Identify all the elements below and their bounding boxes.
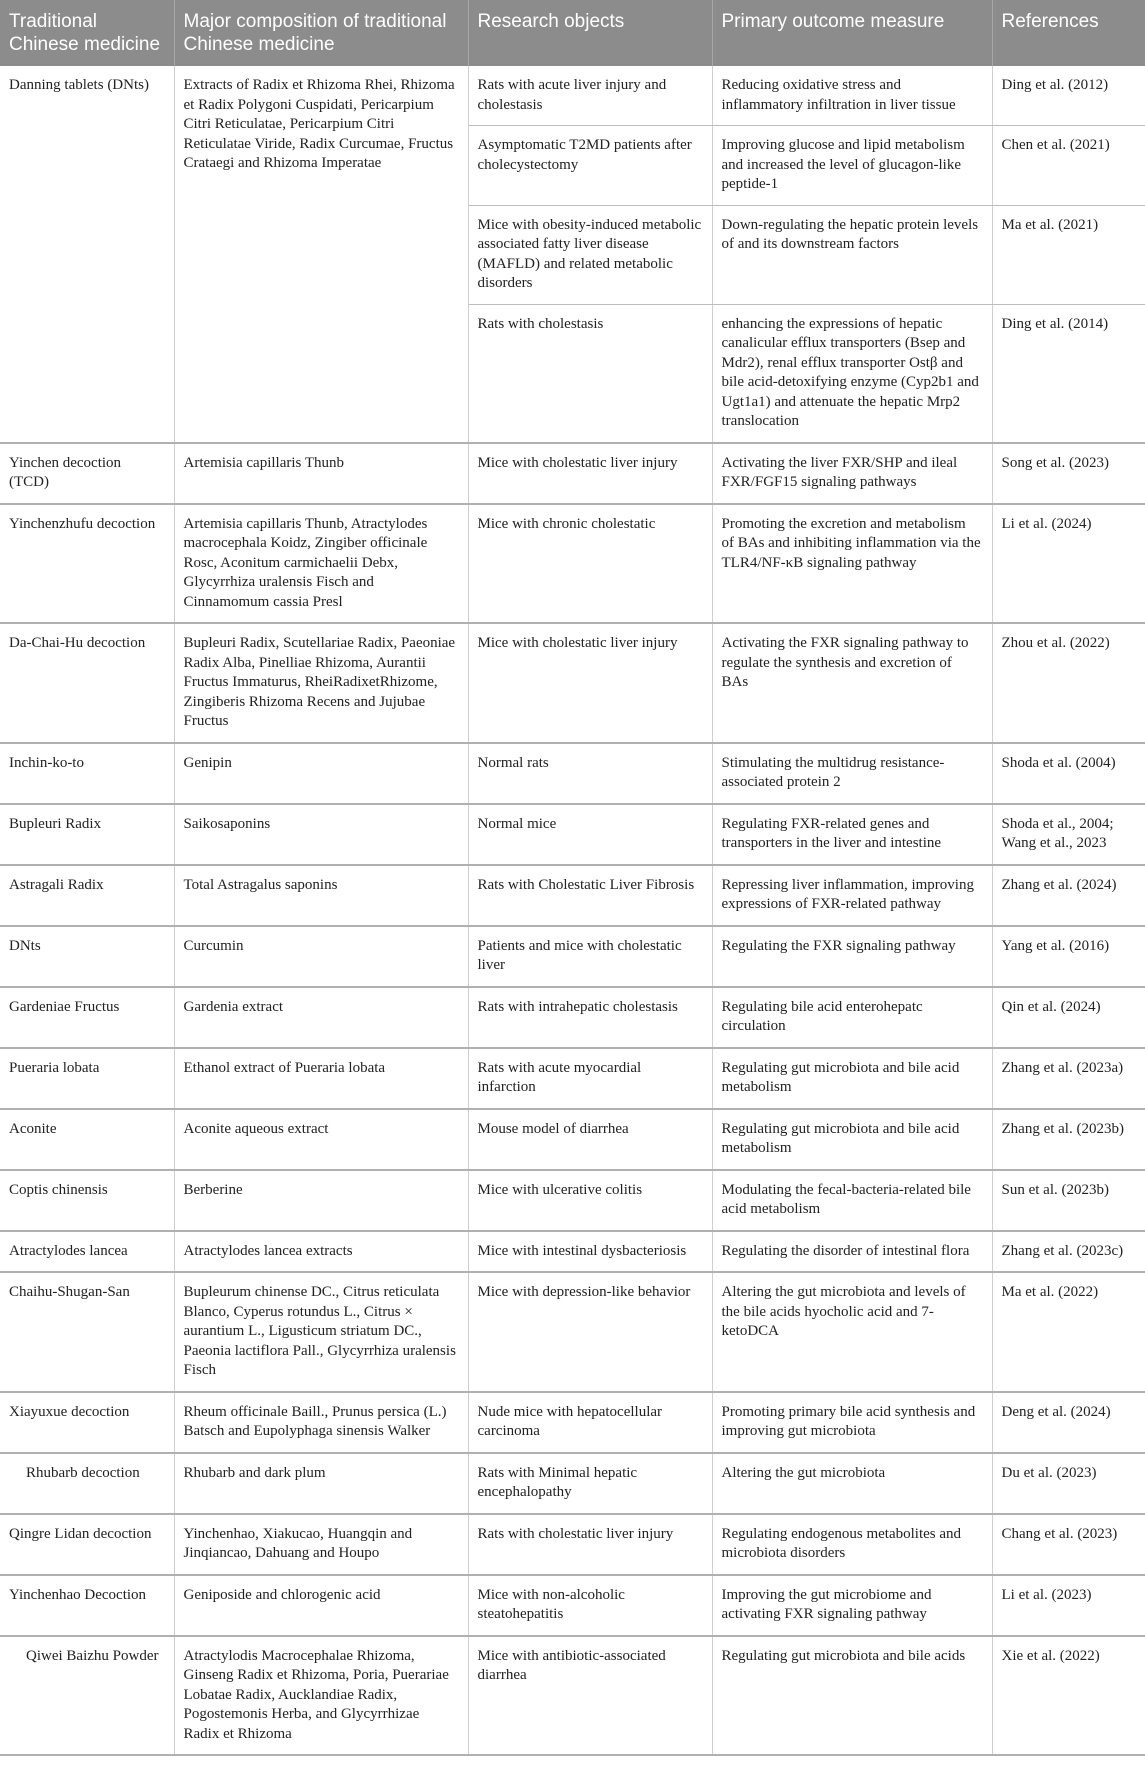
reference-cell: Zhang et al. (2023b)	[992, 1109, 1145, 1170]
outcome-cell: Regulating gut microbiota and bile acids	[712, 1636, 992, 1756]
tcm-cell: Yinchen decoction (TCD)	[0, 443, 174, 504]
outcome-cell: Promoting primary bile acid synthesis and improving gut microbiota	[712, 1392, 992, 1453]
table-row	[0, 1575, 1145, 1636]
outcome-cell: Regulating gut microbiota and bile acid metabolism	[712, 1048, 992, 1109]
reference-cell: Zhang et al. (2024)	[992, 865, 1145, 926]
reference-cell: Ding et al. (2012)	[992, 66, 1145, 126]
header-references: References	[992, 0, 1145, 66]
objects-cell: Mice with antibiotic-associated diarrhea	[468, 1636, 712, 1756]
tcm-cell: Atractylodes lancea	[0, 1231, 174, 1273]
header-tcm: Traditional Chinese medicine	[0, 0, 174, 66]
tcm-cell: Da-Chai-Hu decoction	[0, 623, 174, 743]
tcm-cell: DNts	[0, 926, 174, 987]
objects-cell: Rats with cholestasis	[468, 304, 712, 443]
outcome-cell: Improving glucose and lipid metabolism and increased the level of glucagon-like peptide-1	[712, 126, 992, 206]
composition-cell: Atractylodis Macrocephalae Rhizoma, Ginseng Radix et Rhizoma, Poria, Puerariae Lobatae Radix, Aucklandiae Radix, Pogostemonis Herba, and Glycyrrhizae Radix et Rhizoma	[174, 1636, 468, 1756]
composition-cell: Ethanol extract of Pueraria lobata	[174, 1048, 468, 1109]
objects-cell: Mice with intestinal dysbacteriosis	[468, 1231, 712, 1273]
objects-cell: Mice with cholestatic liver injury	[468, 443, 712, 504]
outcome-cell: Reducing oxidative stress and inflammatory infiltration in liver tissue	[712, 66, 992, 126]
table-row	[0, 1392, 1145, 1453]
outcome-cell: Down-regulating the hepatic protein levels of and its downstream factors	[712, 205, 992, 304]
objects-cell: Mice with depression-like behavior	[468, 1272, 712, 1392]
outcome-cell: Altering the gut microbiota	[712, 1453, 992, 1514]
reference-cell: Yang et al. (2016)	[992, 926, 1145, 987]
composition-cell: Bupleurum chinense DC., Citrus reticulata Blanco, Cyperus rotundus L., Citrus × aurantium L., Ligusticum striatum DC., Paeonia lactiflora Pall., Glycyrrhiza uralensis Fisch	[174, 1272, 468, 1392]
tcm-cell: Bupleuri Radix	[0, 804, 174, 865]
objects-cell: Mice with obesity-induced metabolic associated fatty liver disease (MAFLD) and related metabolic disorders	[468, 205, 712, 304]
reference-cell: Sun et al. (2023b)	[992, 1170, 1145, 1231]
table-row	[0, 623, 1145, 743]
composition-cell: Bupleuri Radix, Scutellariae Radix, Paeoniae Radix Alba, Pinelliae Rhizoma, Aurantii Fructus Immaturus, RheiRadixetRhizome, Zingiberis Rhizoma Recens and Jujubae Fructus	[174, 623, 468, 743]
composition-cell: Gardenia extract	[174, 987, 468, 1048]
header-outcome: Primary outcome measure	[712, 0, 992, 66]
table-row	[0, 1453, 1145, 1514]
tcm-cell: Xiayuxue decoction	[0, 1392, 174, 1453]
outcome-cell: Promoting the excretion and metabolism of BAs and inhibiting inflammation via the TLR4/NF-κB signaling pathway	[712, 504, 992, 624]
tcm-cell: Yinchenzhufu decoction	[0, 504, 174, 624]
header-research-objects: Research objects	[468, 0, 712, 66]
reference-cell: Chen et al. (2021)	[992, 126, 1145, 206]
outcome-cell: Activating the FXR signaling pathway to regulate the synthesis and excretion of BAs	[712, 623, 992, 743]
tcm-cell: Pueraria lobata	[0, 1048, 174, 1109]
table-row	[0, 1231, 1145, 1273]
table-row	[0, 1048, 1145, 1109]
objects-cell: Rats with acute liver injury and cholestasis	[468, 66, 712, 126]
composition-cell: Artemisia capillaris Thunb	[174, 443, 468, 504]
table-row	[0, 926, 1145, 987]
composition-cell: Berberine	[174, 1170, 468, 1231]
outcome-cell: Regulating the FXR signaling pathway	[712, 926, 992, 987]
reference-cell: Xie et al. (2022)	[992, 1636, 1145, 1756]
objects-cell: Mice with cholestatic liver injury	[468, 623, 712, 743]
objects-cell: Mice with ulcerative colitis	[468, 1170, 712, 1231]
reference-cell: Li et al. (2024)	[992, 504, 1145, 624]
tcm-cell: Coptis chinensis	[0, 1170, 174, 1231]
tcm-cell: Qingre Lidan decoction	[0, 1514, 174, 1575]
reference-cell: Zhang et al. (2023c)	[992, 1231, 1145, 1273]
table-row	[0, 1170, 1145, 1231]
reference-cell: Shoda et al. (2004)	[992, 743, 1145, 804]
tcm-cell: Yinchenhao Decoction	[0, 1575, 174, 1636]
reference-cell: Zhou et al. (2022)	[992, 623, 1145, 743]
tcm-cell: Inchin-ko-to	[0, 743, 174, 804]
reference-cell: Ding et al. (2014)	[992, 304, 1145, 443]
outcome-cell: Activating the liver FXR/SHP and ileal FXR/FGF15 signaling pathways	[712, 443, 992, 504]
table-row	[0, 1109, 1145, 1170]
outcome-cell: Stimulating the multidrug resistance-associated protein 2	[712, 743, 992, 804]
table-row	[0, 504, 1145, 624]
header-composition: Major composition of traditional Chinese medicine	[174, 0, 468, 66]
reference-cell: Deng et al. (2024)	[992, 1392, 1145, 1453]
table-row	[0, 66, 1145, 126]
objects-cell: Asymptomatic T2MD patients after cholecystectomy	[468, 126, 712, 206]
objects-cell: Normal mice	[468, 804, 712, 865]
reference-cell: Qin et al. (2024)	[992, 987, 1145, 1048]
table-row	[0, 1272, 1145, 1392]
reference-cell: Zhang et al. (2023a)	[992, 1048, 1145, 1109]
outcome-cell: Regulating the disorder of intestinal flora	[712, 1231, 992, 1273]
table-row	[0, 1514, 1145, 1575]
composition-cell: Rhubarb and dark plum	[174, 1453, 468, 1514]
objects-cell: Mice with chronic cholestatic	[468, 504, 712, 624]
objects-cell: Normal rats	[468, 743, 712, 804]
outcome-cell: enhancing the expressions of hepatic canalicular efflux transporters (Bsep and Mdr2), renal efflux transporter Ostβ and bile acid-detoxifying enzyme (Cyp2b1 and Ugt1a1) and attenuate the hepatic Mrp2 translocation	[712, 304, 992, 443]
reference-cell: Du et al. (2023)	[992, 1453, 1145, 1514]
table-row	[0, 743, 1145, 804]
reference-cell: Song et al. (2023)	[992, 443, 1145, 504]
objects-cell: Rats with intrahepatic cholestasis	[468, 987, 712, 1048]
tcm-cell: Aconite	[0, 1109, 174, 1170]
objects-cell: Patients and mice with cholestatic liver	[468, 926, 712, 987]
tcm-cell: Danning tablets (DNts)	[0, 66, 174, 443]
outcome-cell: Regulating bile acid enterohepatc circulation	[712, 987, 992, 1048]
composition-cell: Saikosaponins	[174, 804, 468, 865]
composition-cell: Extracts of Radix et Rhizoma Rhei, Rhizoma et Radix Polygoni Cuspidati, Pericarpium Citri Reticulatae, Pericarpium Citri Reticulatae Viride, Radix Curcumae, Fructus Crataegi and Rhizoma Imperatae	[174, 66, 468, 443]
tcm-cell: Rhubarb decoction	[0, 1453, 174, 1514]
reference-cell: Shoda et al., 2004; Wang et al., 2023	[992, 804, 1145, 865]
composition-cell: Artemisia capillaris Thunb, Atractylodes macrocephala Koidz, Zingiber officinale Rosc, Aconitum carmichaelii Debx, Glycyrrhiza uralensis Fisch and Cinnamomum cassia Presl	[174, 504, 468, 624]
outcome-cell: Modulating the fecal-bacteria-related bile acid metabolism	[712, 1170, 992, 1231]
tcm-cell: Astragali Radix	[0, 865, 174, 926]
table-row	[0, 804, 1145, 865]
reference-cell: Li et al. (2023)	[992, 1575, 1145, 1636]
composition-cell: Genipin	[174, 743, 468, 804]
composition-cell: Atractylodes lancea extracts	[174, 1231, 468, 1273]
objects-cell: Rats with Cholestatic Liver Fibrosis	[468, 865, 712, 926]
table-row	[0, 987, 1145, 1048]
header-row	[0, 0, 1145, 66]
composition-cell: Rheum officinale Baill., Prunus persica (L.) Batsch and Eupolyphaga sinensis Walker	[174, 1392, 468, 1453]
objects-cell: Rats with cholestatic liver injury	[468, 1514, 712, 1575]
reference-cell: Ma et al. (2021)	[992, 205, 1145, 304]
composition-cell: Geniposide and chlorogenic acid	[174, 1575, 468, 1636]
reference-cell: Ma et al. (2022)	[992, 1272, 1145, 1392]
objects-cell: Mice with non-alcoholic steatohepatitis	[468, 1575, 712, 1636]
outcome-cell: Altering the gut microbiota and levels of the bile acids hyocholic acid and 7-ketoDCA	[712, 1272, 992, 1392]
composition-cell: Aconite aqueous extract	[174, 1109, 468, 1170]
objects-cell: Rats with acute myocardial infarction	[468, 1048, 712, 1109]
composition-cell: Curcumin	[174, 926, 468, 987]
outcome-cell: Regulating endogenous metabolites and microbiota disorders	[712, 1514, 992, 1575]
tcm-cell: Gardeniae Fructus	[0, 987, 174, 1048]
table-row	[0, 443, 1145, 504]
outcome-cell: Regulating gut microbiota and bile acid metabolism	[712, 1109, 992, 1170]
outcome-cell: Improving the gut microbiome and activating FXR signaling pathway	[712, 1575, 992, 1636]
tcm-cell: Chaihu-Shugan-San	[0, 1272, 174, 1392]
outcome-cell: Regulating FXR-related genes and transporters in the liver and intestine	[712, 804, 992, 865]
table-row	[0, 865, 1145, 926]
reference-cell: Chang et al. (2023)	[992, 1514, 1145, 1575]
outcome-cell: Repressing liver inflammation, improving expressions of FXR-related pathway	[712, 865, 992, 926]
objects-cell: Mouse model of diarrhea	[468, 1109, 712, 1170]
table-row	[0, 1636, 1145, 1756]
composition-cell: Total Astragalus saponins	[174, 865, 468, 926]
objects-cell: Nude mice with hepatocellular carcinoma	[468, 1392, 712, 1453]
objects-cell: Rats with Minimal hepatic encephalopathy	[468, 1453, 712, 1514]
composition-cell: Yinchenhao, Xiakucao, Huangqin and Jinqiancao, Dahuang and Houpo	[174, 1514, 468, 1575]
tcm-cell: Qiwei Baizhu Powder	[0, 1636, 174, 1756]
